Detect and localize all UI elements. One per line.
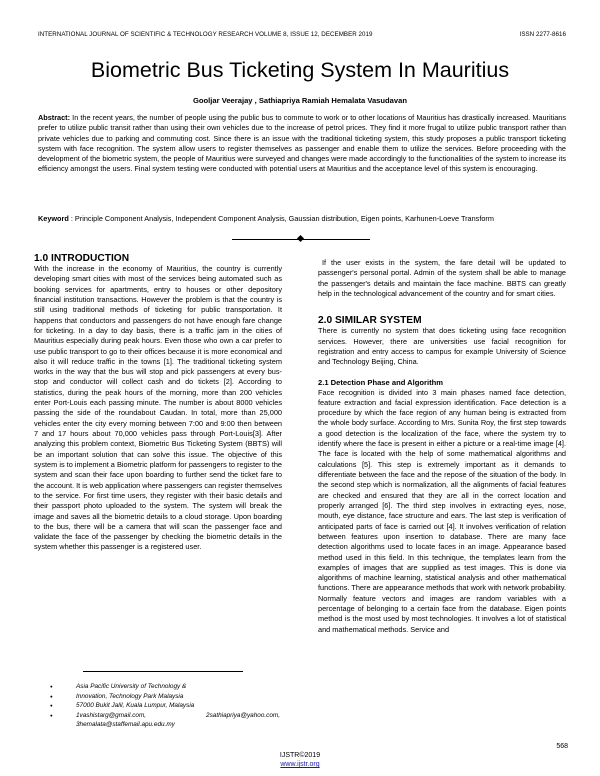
footer-copyright: IJSTR©2019	[279, 752, 321, 759]
divider-diamond-icon	[296, 234, 303, 241]
paper-title: Biometric Bus Ticketing System In Mauritius	[90, 58, 510, 82]
affiliation-line: ● Asia Pacific University of Technology &	[50, 682, 290, 692]
abstract	[38, 113, 566, 175]
detection-subheading: 2.1 Detection Phase and Algorithm	[318, 377, 444, 387]
keywords-label: Keyword	[38, 214, 69, 223]
keywords-text: : Principle Component Analysis, Independent Component Analysis, Gaussian distribution, Eigen points, Karhunen-Loeve Transform	[68, 214, 494, 223]
page-number: 568	[556, 743, 568, 750]
keywords	[38, 214, 566, 224]
abstract-text: In the recent years, the number of people using the public bus to commute to work or to other locations of Mauritius has drastically increased. Mauritians prefer to utilize public transit rather than using their own vehicles due to the increase of petrol prices. They find it more frugal to utilize public transport rather than private vehicles due to parking and commuting cost. Since there is an issue with the traditional ticketing system, this study proposes a public transport ticketing system with face recognition. The system allow users to register themselves as passenger and enable them to utilize the services. Before proceeding with the development of the biometric system, the people of Mauritius were surveyed and changes were made accordingly to the functionalities of the system to increase its efficiency amongst the users. Final system testing were conducted with potential users at Mauritius and the acceptance level of this system is encouraging.	[38, 113, 566, 174]
author-email[interactable]: 3hemalata@staffemail.apu.edu.my	[76, 721, 175, 729]
footnote-rule	[83, 671, 243, 672]
author-email[interactable]: 2sathiapriya@yahoo.com,	[206, 711, 280, 719]
right-column	[318, 258, 566, 635]
email-line	[50, 720, 290, 730]
introduction-heading: 1.0 INTRODUCTION	[34, 253, 130, 264]
introduction-continuation: If the user exists in the system, the fare detail will be updated to passenger's personal portal. Admin of the system shall be able to manage the passenger's details and maintain the face machine. BBTS can greatly help in the technological advancement of the country and for smart cities.	[318, 258, 566, 298]
detection-paragraph: Face recognition is divided into 3 main phases named face detection, feature extraction and facial expression identification. Face detection is a procedure by which the face region of any human being is extracted from the whole body surface. According to Mrs. Sunita Roy, the first step towards a good detection is the localization of the face, where the system try to identify where the face is present in either a picture or a real-time image [4]. The face is located with the help of some mathematical algorithms and calculations [5]. This step is extremely important as it demands to differentiate between the face and the repose of the situation of the body. In the second step which is normalization, all the alignments of facial features are checked and ensured that they are all in the correct location and properly arranged [6]. The third step involves in extracting eyes, nose, mouth, eye distance, face structure and ears. The last step is verification of anticipated parts of face is carried out [4]. It involves verification of relation between features upon insertion to database. There are many face detection algorithms used to locate faces in an image. Appearance based method used in this field. In this technique, the templates learn from the examples of images that are supplied as test images. This is done via algorithms of machine learning, statistical analysis and other mathematical functions. There are appearance methods that work with network probability. Normally feature vectors and images are random variables with a percentage of belonging to a certain face from the database. Eigen points method is the most used by most technologies. It involves a lot of statistical and mathematical methods. Service and	[318, 387, 566, 634]
journal-header: INTERNATIONAL JOURNAL OF SCIENTIFIC & TECHNOLOGY RESEARCH VOLUME 8, ISSUE 12, DECEMBER 2019	[38, 31, 373, 38]
author-affiliations	[50, 682, 290, 730]
left-column	[34, 253, 282, 553]
issn-header: ISSN 2277-8616	[519, 31, 566, 38]
author-email[interactable]: ● 1vashistarg@gmail.com,	[76, 711, 147, 719]
affiliation-line: ● 57000 Bukit Jalil, Kuala Lumpur, Malaysia	[50, 701, 290, 711]
footer-website-link[interactable]: www.ijstr.org	[280, 761, 320, 768]
author-line: Gooljar Veerajay , Sathiapriya Ramiah Hemalata Vasudavan	[193, 96, 407, 105]
similar-system-paragraph: There is currently no system that does ticketing using face recognition services. However, there are universities use facial recognition for registration and entry access to campus for example University of Science and Technology Beijing, China.	[318, 326, 566, 367]
similar-system-heading: 2.0 SIMILAR SYSTEM	[318, 315, 422, 327]
abstract-label: Abstract:	[38, 113, 71, 122]
email-line	[50, 711, 290, 721]
affiliation-line: ● Innovation, Technology Park Malaysia	[50, 692, 290, 702]
introduction-paragraph: With the increase in the economy of Mauritius, the country is currently developing smart cities with most of the services being automated such as booking services for apartments, entry to houses or other depository financial institution transactions. However the problem is that the country is still using traditional methods of ticketing for public transportation. It happens that conductors and passengers do not have enough fare change for ticketing. In a day to day basis, there is a traffic jam in the cities of Mauritius especially during peak hours. Even those who own a car prefer to use public transport to go to their offices because it is more economical and also it will reduce traffic in the towns [1]. The traditional ticketing system works in the way that the bus will stop and pick passengers at every bus-stop and conductor will collect cash and do tickets [2]. According to statistics, during the peak hours of the morning, more than 200 vehicles enter Port-Louis each passing minute. The number is about 8000 vehicles passing the side of the roundabout Caudan. In total, more than 25,000 vehicles enter the city every morning between 7:00 and 9:00 then between 7 and 17 hours about 70,000 vehicles pass through Port-Louis[3]. After analyzing this problem context, Biometric Bus Ticketing System (BBTS) will be an important solution that can solve this issue. The objective of this system is to implement a Biometric platform for passengers to register to the system and scan their face upon boarding to further send the ticket fare to the account. It is web application where passengers can register themselves to the service. For first time users, they register with their basic details and their passport photo uploaded to the system. The system will break the image and saves all the biometric details to a cloud storage. Upon boarding to the bus, there will be a camera that will scan the passenger face and validate the face of the passenger by checking the biometric details in the system whether this passenger is a registered user.	[34, 264, 282, 552]
